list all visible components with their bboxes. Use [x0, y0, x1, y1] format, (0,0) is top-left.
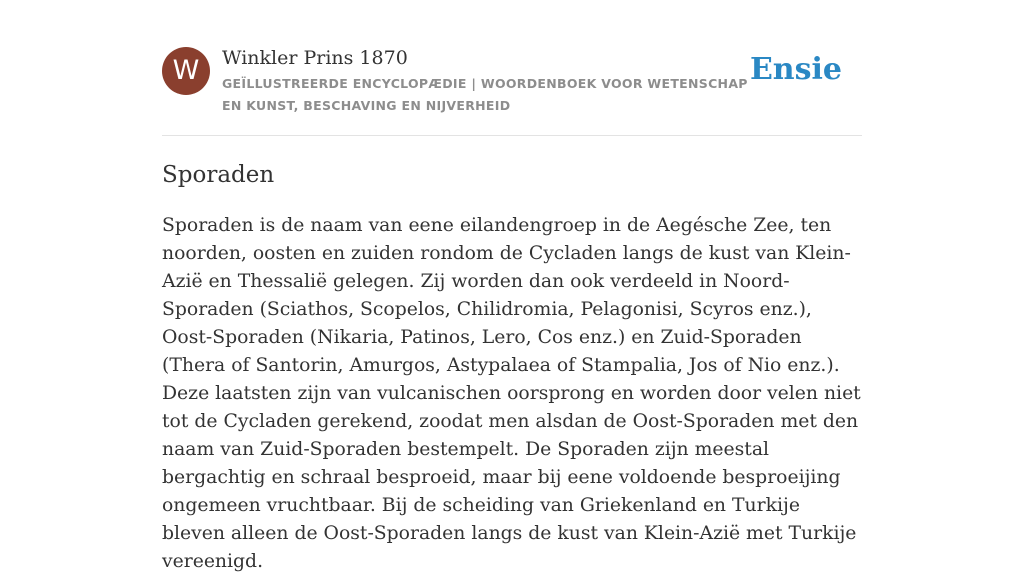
source-header [162, 46, 862, 116]
entry-body: Sporaden is de naam van eene eilandengroep in de Aegésche Zee, ten noorden, oosten en zuiden rondom de Cycladen langs de kust van Klein-Azië en Thessalië gelegen. Zij worden dan ook verdeeld in Noord-Sporaden (Sciathos, Scopelos, Chilidromia, Pelagonisi, Scyros enz.), Oost-Sporaden (Nikaria, Patinos, Lero, Cos enz.) en Zuid-Sporaden (Thera of Santorin, Amurgos, Astypalaea of Stampalia, Jos of Nio enz.). Deze laatsten zijn van vulcanischen oorsprong en worden door velen niet tot de Cycladen gerekend, zoodat men alsdan de Oost-Sporaden met den naam van Zuid-Sporaden bestempelt. De Sporaden zijn meestal bergachtig en schraal besproeid, maar bij eene voldoende besproeijing ongemeen vruchtbaar. Bij de scheiding van Griekenland en Turkije bleven alleen de Oost-Sporaden langs de kust van Klein-Azië met Turkije vereenigd. [162, 215, 861, 572]
header-divider [162, 135, 862, 136]
source-title[interactable]: Winkler Prins 1870 [222, 47, 408, 69]
source-subtitle: GEÏLLUSTREERDE ENCYCLOPÆDIE | WOORDENBOEK VOOR WETENSCHAP EN KUNST, BESCHAVING EN NIJVERHEID [222, 76, 748, 113]
ensie-logo[interactable]: Ensie [749, 52, 842, 87]
entry-title: Sporaden [162, 162, 275, 188]
source-avatar[interactable]: W [162, 47, 210, 95]
